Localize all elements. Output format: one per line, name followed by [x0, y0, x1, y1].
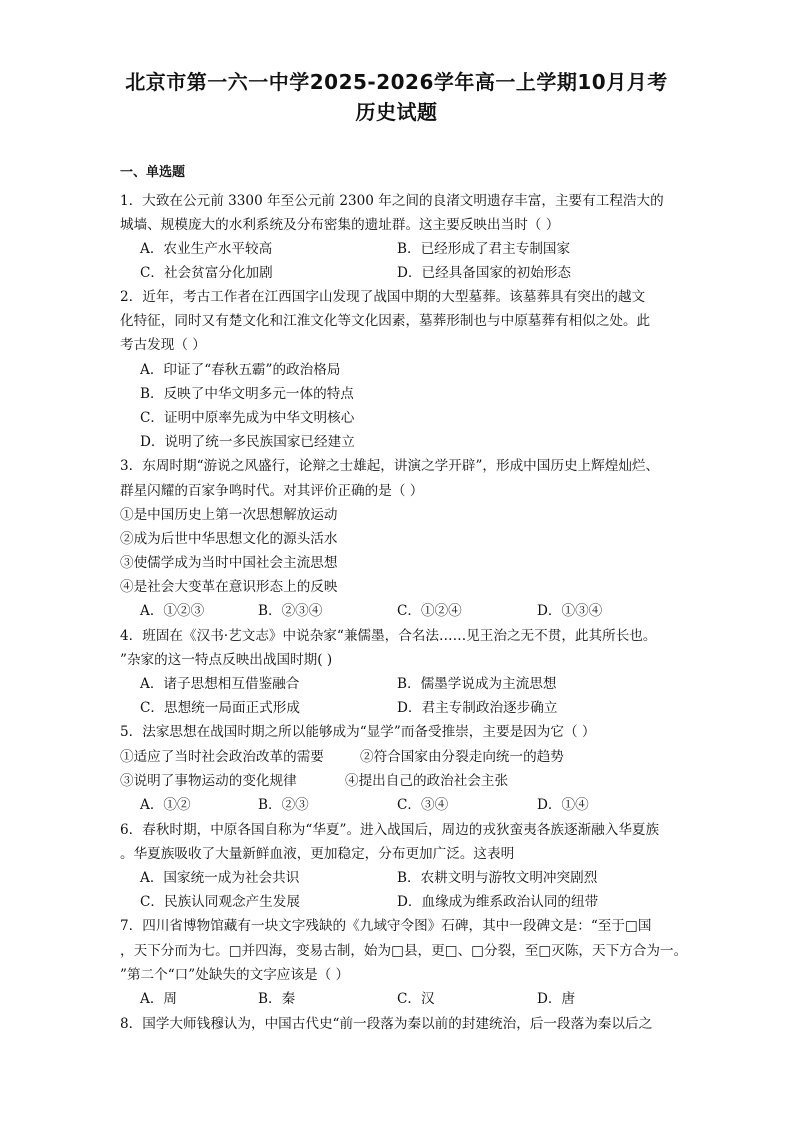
- question-3-stem: 3．东周时期“游说之风盛行，论辩之士雄起，讲演之学开辟”，形成中国历史上辉煌灿烂、: [120, 458, 660, 474]
- question-1-option-c[interactable]: C．社会贫富分化加剧: [140, 265, 273, 281]
- question-4-option-c[interactable]: C．思想统一局面正式形成: [140, 700, 300, 716]
- question-1-stem: 城墙、规模庞大的水利系统及分布密集的遗址群。这主要反映出当时（ ）: [120, 217, 560, 233]
- question-5-item-3: ③说明了事物运动的变化规律: [120, 773, 297, 789]
- question-7-option-a[interactable]: A．周: [140, 991, 178, 1007]
- question-4-option-d[interactable]: D．君主专制政治逐步确立: [397, 700, 558, 716]
- question-8-stem: 8．国学大师钱穆认为，中国古代史“前一段落为秦以前的封建统治，后一段落为秦以后之: [120, 1016, 653, 1032]
- question-2-option-a[interactable]: A．印证了“春秋五霸”的政治格局: [140, 362, 341, 378]
- question-3-item-3: ③使儒学成为当时中国社会主流思想: [120, 555, 338, 571]
- question-2-stem: 化特征，同时又有楚文化和江淮文化等文化因素，墓葬形制也与中原墓葬有相似之处。此: [120, 313, 651, 329]
- question-7-stem: ”第二个“口”处缺失的文字应该是（ ）: [120, 967, 350, 983]
- question-4-stem: ”杂家的这一特点反映出战国时期( ): [120, 652, 333, 668]
- question-2-stem: 2．近年，考古工作者在江西国字山发现了战国中期的大型墓葬。该墓葬具有突出的越文: [120, 289, 646, 305]
- question-5-item-2: ②符合国家由分裂走向统一的趋势: [360, 749, 564, 765]
- question-4-option-a[interactable]: A．诸子思想相互借鉴融合: [140, 676, 300, 692]
- question-4-option-b[interactable]: B．儒墨学说成为主流思想: [397, 676, 557, 692]
- question-3-option-c[interactable]: C．①②④: [397, 603, 462, 619]
- question-3-item-2: ②成为后世中华思想文化的源头活水: [120, 531, 338, 547]
- question-4-stem: 4．班固在《汉书·艺文志》中说杂家“兼儒墨，合名法……见王治之无不贯，此其所长也。: [120, 628, 657, 644]
- question-5-option-a[interactable]: A．①②: [140, 797, 191, 813]
- question-3-stem: 群星闪耀的百家争鸣时代。对其评价正确的是（ ）: [120, 483, 424, 499]
- question-5-stem: 5．法家思想在战国时期之所以能够成为“显学”而备受推崇，主要是因为它（ ）: [120, 724, 596, 740]
- question-6-option-d[interactable]: D．血缘成为维系政治认同的纽带: [397, 894, 599, 910]
- question-6-option-c[interactable]: C．民族认同观念产生发展: [140, 894, 300, 910]
- question-7-option-d[interactable]: D．唐: [537, 991, 576, 1007]
- question-5-option-b[interactable]: B．②③: [258, 797, 309, 813]
- exam-subtitle: 历史试题: [355, 100, 438, 124]
- question-5-option-d[interactable]: D．①④: [537, 797, 589, 813]
- question-6-stem: 6．春秋时期，中原各国自称为“华夏”。进入战国后，周边的戎狄蛮夷各族逐渐融入华夏族: [120, 822, 660, 838]
- question-7-option-c[interactable]: C．汉: [397, 991, 435, 1007]
- question-5-item-4: ④提出自己的政治社会主张: [345, 773, 509, 789]
- question-7-option-b[interactable]: B．秦: [258, 991, 296, 1007]
- question-3-item-1: ①是中国历史上第一次思想解放运动: [120, 507, 338, 523]
- question-1-option-d[interactable]: D．已经具备国家的初始形态: [397, 265, 572, 281]
- question-5-option-c[interactable]: C．③④: [397, 797, 449, 813]
- question-3-option-a[interactable]: A．①②③: [140, 603, 205, 619]
- question-2-option-d[interactable]: D．说明了统一多民族国家已经建立: [140, 434, 355, 450]
- question-3-option-d[interactable]: D．①③④: [537, 603, 603, 619]
- question-3-item-4: ④是社会大变革在意识形态上的反映: [120, 579, 338, 595]
- question-1-option-b[interactable]: B．已经形成了君主专制国家: [397, 241, 571, 257]
- question-5-item-1: ①适应了当时社会政治改革的需要: [120, 749, 324, 765]
- question-7-stem: 7．四川省博物馆藏有一块文字残缺的《九域守令图》石碑，其中一段碑文是：“至于□国: [120, 918, 652, 934]
- question-6-option-a[interactable]: A．国家统一成为社会共识: [140, 870, 300, 886]
- question-3-option-b[interactable]: B．②③④: [258, 603, 323, 619]
- question-6-stem: 。华夏族吸收了大量新鲜血液，更加稳定，分布更加广泛。这表明: [120, 846, 515, 862]
- section-heading: 一、单选题: [120, 165, 186, 180]
- question-7-stem: ，天下分而为七。□并四海，变易古制，始为□县，更□、□分裂，至□灭陈，天下方合为一。: [120, 943, 688, 959]
- exam-title: 北京市第一六一中学2025-2026学年高一上学期10月月考: [125, 70, 668, 94]
- question-1-stem: 1．大致在公元前 3300 年至公元前 2300 年之间的良渚文明遗存丰富，主要有工程浩大的: [120, 193, 664, 209]
- question-2-stem: 考古发现（ ）: [120, 337, 206, 353]
- question-1-option-a[interactable]: A．农业生产水平较高: [140, 241, 273, 257]
- question-2-option-c[interactable]: C．证明中原率先成为中华文明核心: [140, 410, 355, 426]
- question-6-option-b[interactable]: B．农耕文明与游牧文明冲突剧烈: [397, 870, 598, 886]
- question-2-option-b[interactable]: B．反映了中华文明多元一体的特点: [140, 386, 354, 402]
